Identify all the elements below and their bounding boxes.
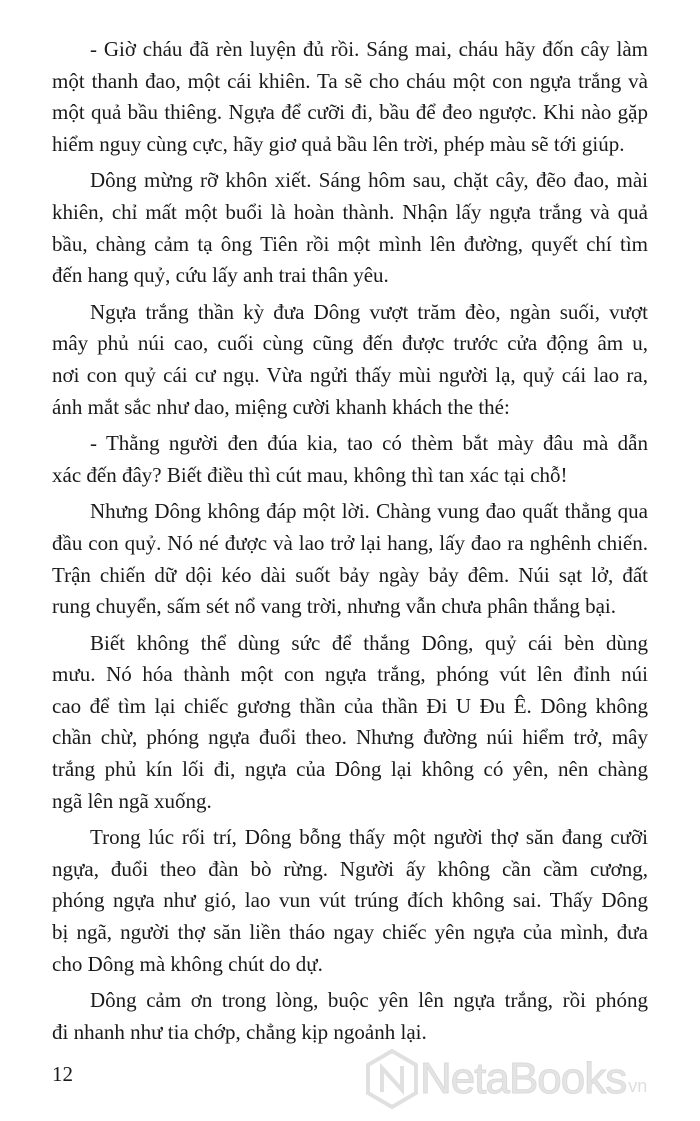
text-line: ngã lên ngã xuống. [52, 788, 212, 813]
text-line: đầu con quỷ. Nó né được và lao trở lại hang, lấy đao ra nghênh chiến. [52, 530, 648, 555]
text-line: ánh mắt sắc như dao, miệng cười khanh khách the thé: [52, 394, 510, 419]
text-line: hiểm nguy cùng cực, hãy giơ quả bầu lên trời, phép màu sẽ tới giúp. [52, 131, 625, 156]
page-body [52, 34, 648, 1053]
text-line: xác đến đây? Biết điều thì cút mau, không thì tan xác tại chỗ! [52, 462, 568, 487]
text-line: rung chuyển, sấm sét nổ vang trời, nhưng vẫn chưa phân thắng bại. [52, 594, 616, 619]
text-line: một thanh đao, một cái khiên. Ta sẽ cho cháu một con ngựa trắng và [52, 68, 648, 93]
text-line: - Thằng người đen đúa kia, tao có thèm bắt mày đâu mà dẫn [90, 431, 648, 456]
text-line: chần chừ, phóng ngựa đuổi theo. Nhưng đường núi hiểm trở, mây [52, 725, 648, 750]
text-line: một quả bầu thiêng. Ngựa để cưỡi đi, bầu để đeo ngược. Khi nào gặp [52, 100, 648, 125]
text-line: mây phủ núi cao, cuối cùng cũng đến được trước cửa động âm u, [52, 331, 648, 356]
text-line: phóng ngựa như gió, lao vun vút trúng đích không sai. Thấy Dông [52, 888, 648, 913]
text-line: bầu, chàng cảm tạ ông Tiên rồi một mình lên đường, quyết chí tìm [52, 231, 648, 256]
text-line: mưu. Nó hóa thành một con ngựa trắng, phóng vút lên đỉnh núi [52, 662, 648, 687]
netabooks-watermark [364, 1048, 647, 1110]
watermark-suffix: vn [628, 1075, 648, 1096]
paragraph [52, 822, 648, 980]
watermark-text: NetaBooks [420, 1054, 627, 1103]
text-line: Ngựa trắng thần kỳ đưa Dông vượt trăm đèo, ngàn suối, vượt [90, 299, 648, 324]
text-line: nơi con quỷ cái cư ngụ. Vừa ngửi thấy mùi người lạ, quỷ cái lao ra, [52, 362, 648, 387]
text-line: khiên, chỉ mất một buổi là hoàn thành. Nhận lấy ngựa trắng và quả [52, 199, 648, 224]
text-line: cho Dông mà không chút do dự. [52, 951, 323, 976]
paragraph [52, 428, 648, 491]
paragraph [52, 165, 648, 291]
text-line: Nhưng Dông không đáp một lời. Chàng vung đao quất thẳng qua [90, 499, 648, 524]
paragraph [52, 985, 648, 1048]
text-line: Trận chiến dữ dội kéo dài suốt bảy ngày bảy đêm. Núi sạt lở, đất [52, 562, 648, 587]
text-line: Trong lúc rối trí, Dông bỗng thấy một người thợ săn đang cưỡi [90, 825, 648, 850]
text-line: cao để tìm lại chiếc gương thần của thần Đi U Đu Ê. Dông không [52, 693, 648, 718]
text-line: ngựa, đuổi theo đàn bò rừng. Người ấy không cần cầm cương, [52, 856, 648, 881]
paragraph [52, 496, 648, 622]
text-line: bị ngã, người thợ săn liền tháo ngay chiếc yên ngựa của mình, đưa [52, 920, 648, 945]
paragraph [52, 628, 648, 818]
paragraph [52, 297, 648, 423]
netabooks-logo-icon [364, 1048, 420, 1110]
paragraph [52, 34, 648, 160]
text-line: - Giờ cháu đã rèn luyện đủ rồi. Sáng mai, cháu hãy đốn cây làm [90, 37, 648, 61]
text-line: đến hang quỷ, cứu lấy anh trai thân yêu. [52, 263, 389, 288]
page-number: 12 [52, 1062, 73, 1086]
text-line: Dông cảm ơn trong lòng, buộc yên lên ngựa trắng, rồi phóng [90, 988, 648, 1013]
text-line: đi nhanh như tia chớp, chẳng kịp ngoảnh lại. [52, 1019, 427, 1044]
text-line: Dông mừng rỡ khôn xiết. Sáng hôm sau, chặt cây, đẽo đao, mài [90, 168, 648, 193]
text-line: Biết không thể dùng sức để thắng Dông, quỷ cái bèn dùng [90, 630, 648, 655]
text-line: trắng phủ kín lối đi, ngựa của Dông lại không có yên, nên chàng [52, 757, 648, 782]
